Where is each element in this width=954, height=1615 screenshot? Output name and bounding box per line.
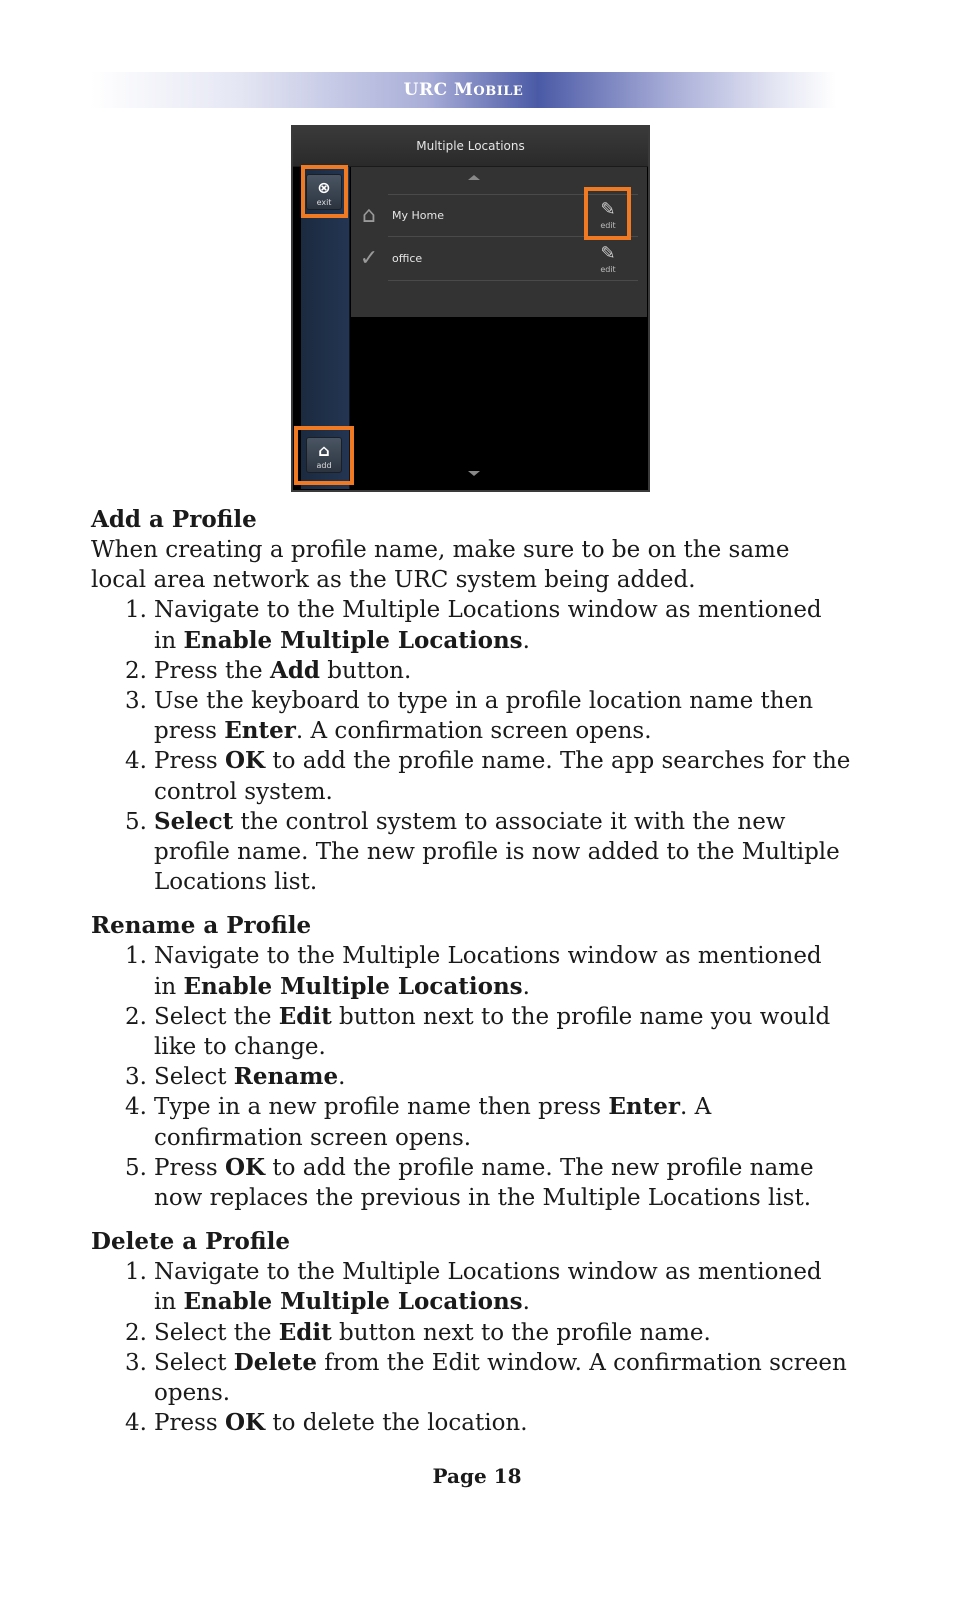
delete-steps bbox=[91, 1257, 851, 1438]
step-number: 1. bbox=[125, 1259, 147, 1286]
step-text: . bbox=[522, 627, 530, 654]
list-item bbox=[91, 686, 851, 746]
add-steps bbox=[91, 595, 851, 897]
step-number: 1. bbox=[125, 943, 147, 970]
step-text: button next to the profile name. bbox=[331, 1319, 711, 1346]
header-title-small: OBILE bbox=[473, 84, 524, 99]
add-label: add bbox=[316, 461, 332, 470]
step-text: . A confirmation screen opens. bbox=[295, 718, 652, 745]
step-text: to delete the location. bbox=[265, 1410, 528, 1437]
step-text: button. bbox=[320, 657, 412, 684]
home-icon: ⌂ bbox=[362, 203, 376, 228]
exit-label: exit bbox=[316, 198, 332, 207]
step-text: Select bbox=[154, 1064, 234, 1091]
step-number: 5. bbox=[125, 1154, 147, 1181]
step-text: . bbox=[522, 973, 530, 1000]
step-text: Use the keyboard to type in a profile location name then press bbox=[154, 688, 814, 745]
pencil-icon: ✎ bbox=[600, 199, 616, 220]
exit-highlight-box bbox=[301, 165, 348, 218]
list-item bbox=[91, 807, 851, 898]
add-highlight-box bbox=[294, 426, 354, 485]
step-keyword: Enter bbox=[608, 1093, 681, 1121]
app-titlebar bbox=[293, 127, 648, 167]
step-text: the control system to associate it with the new profile name. The new profile is now added to the Multiple Locations list. bbox=[154, 808, 840, 896]
edit-label: edit bbox=[600, 265, 616, 274]
step-number: 2. bbox=[125, 1003, 147, 1030]
step-text: Press the bbox=[154, 657, 270, 684]
edit-label: edit bbox=[600, 221, 616, 230]
step-keyword: OK bbox=[225, 1409, 266, 1437]
step-keyword: Select bbox=[154, 807, 234, 835]
list-item bbox=[91, 656, 851, 686]
add-intro: When creating a profile name, make sure to be on the same local area network as the URC system being added. bbox=[91, 537, 790, 594]
close-icon: ⊗ bbox=[317, 178, 331, 197]
step-text: . bbox=[338, 1064, 346, 1091]
location-name: My Home bbox=[392, 209, 444, 222]
document-body bbox=[91, 505, 851, 1438]
header-title bbox=[91, 80, 836, 100]
list-item bbox=[91, 1062, 851, 1092]
step-text: Select the bbox=[154, 1319, 279, 1346]
step-keyword: OK bbox=[225, 1153, 266, 1181]
office-icon: ✓ bbox=[359, 246, 379, 271]
header-title-main: URC M bbox=[403, 80, 474, 100]
step-text: . bbox=[522, 1289, 530, 1316]
step-text: Press bbox=[154, 748, 225, 775]
step-number: 4. bbox=[125, 1410, 147, 1437]
step-number: 2. bbox=[125, 1319, 147, 1346]
step-keyword: Enable Multiple Locations bbox=[183, 1288, 523, 1316]
step-text: Navigate to the Multiple Locations window as mentioned in bbox=[154, 597, 822, 654]
list-item bbox=[91, 595, 851, 655]
step-text: Navigate to the Multiple Locations window as mentioned in bbox=[154, 1259, 822, 1316]
step-number: 5. bbox=[125, 808, 147, 835]
scroll-down-icon[interactable] bbox=[468, 471, 480, 476]
step-number: 1. bbox=[125, 597, 147, 624]
step-number: 2. bbox=[125, 657, 147, 684]
step-number: 3. bbox=[125, 1349, 147, 1376]
step-text: Press bbox=[154, 1410, 225, 1437]
step-text: to add the profile name. The app searches for the control system. bbox=[154, 748, 851, 805]
list-item bbox=[91, 1408, 851, 1438]
list-item bbox=[91, 1002, 851, 1062]
list-item bbox=[91, 1257, 851, 1317]
rename-steps bbox=[91, 941, 851, 1213]
edit-highlight-box bbox=[584, 187, 631, 240]
step-keyword: Enable Multiple Locations bbox=[183, 972, 523, 1000]
step-text: Type in a new profile name then press bbox=[154, 1094, 609, 1121]
step-text: from the Edit window. A confirmation screen opens. bbox=[154, 1349, 847, 1407]
step-text: Press bbox=[154, 1154, 225, 1181]
step-keyword: Delete bbox=[233, 1348, 317, 1376]
step-text: Select bbox=[154, 1349, 234, 1376]
step-keyword: OK bbox=[225, 747, 266, 775]
page-number: Page 18 bbox=[432, 1464, 522, 1488]
step-text: . A confirmation screen opens. bbox=[154, 1094, 712, 1151]
section-heading-delete: Delete a Profile bbox=[91, 1228, 290, 1256]
step-keyword: Rename bbox=[233, 1063, 339, 1091]
step-keyword: Edit bbox=[278, 1002, 332, 1030]
list-item bbox=[91, 1092, 851, 1152]
list-item bbox=[91, 1318, 851, 1348]
section-heading-add: Add a Profile bbox=[91, 506, 257, 533]
step-number: 3. bbox=[125, 688, 147, 715]
list-item bbox=[91, 1348, 851, 1408]
list-item bbox=[91, 746, 851, 806]
step-text: to add the profile name. The new profile name now replaces the previous in the Multiple Locations list. bbox=[154, 1154, 814, 1212]
step-text: Select the bbox=[154, 1003, 279, 1030]
section-heading-rename: Rename a Profile bbox=[91, 912, 312, 940]
step-number: 4. bbox=[125, 1094, 147, 1121]
pencil-icon: ✎ bbox=[600, 243, 616, 264]
step-keyword: Enable Multiple Locations bbox=[183, 626, 523, 654]
step-number: 4. bbox=[125, 748, 147, 775]
edit-button[interactable] bbox=[588, 241, 628, 281]
step-keyword: Enter bbox=[224, 717, 296, 745]
add-home-icon: ⌂ bbox=[318, 441, 330, 460]
header-band bbox=[91, 72, 836, 108]
step-text: Navigate to the Multiple Locations window as mentioned in bbox=[154, 943, 822, 1000]
app-title: Multiple Locations bbox=[416, 139, 525, 153]
step-keyword: Edit bbox=[278, 1318, 332, 1346]
list-item bbox=[91, 1153, 851, 1213]
step-number: 3. bbox=[125, 1064, 147, 1091]
step-text: button next to the profile name you would like to change. bbox=[154, 1003, 831, 1061]
list-item bbox=[91, 941, 851, 1001]
step-keyword: Add bbox=[269, 656, 320, 684]
location-name: office bbox=[392, 252, 423, 265]
scroll-up-icon[interactable] bbox=[468, 175, 480, 180]
